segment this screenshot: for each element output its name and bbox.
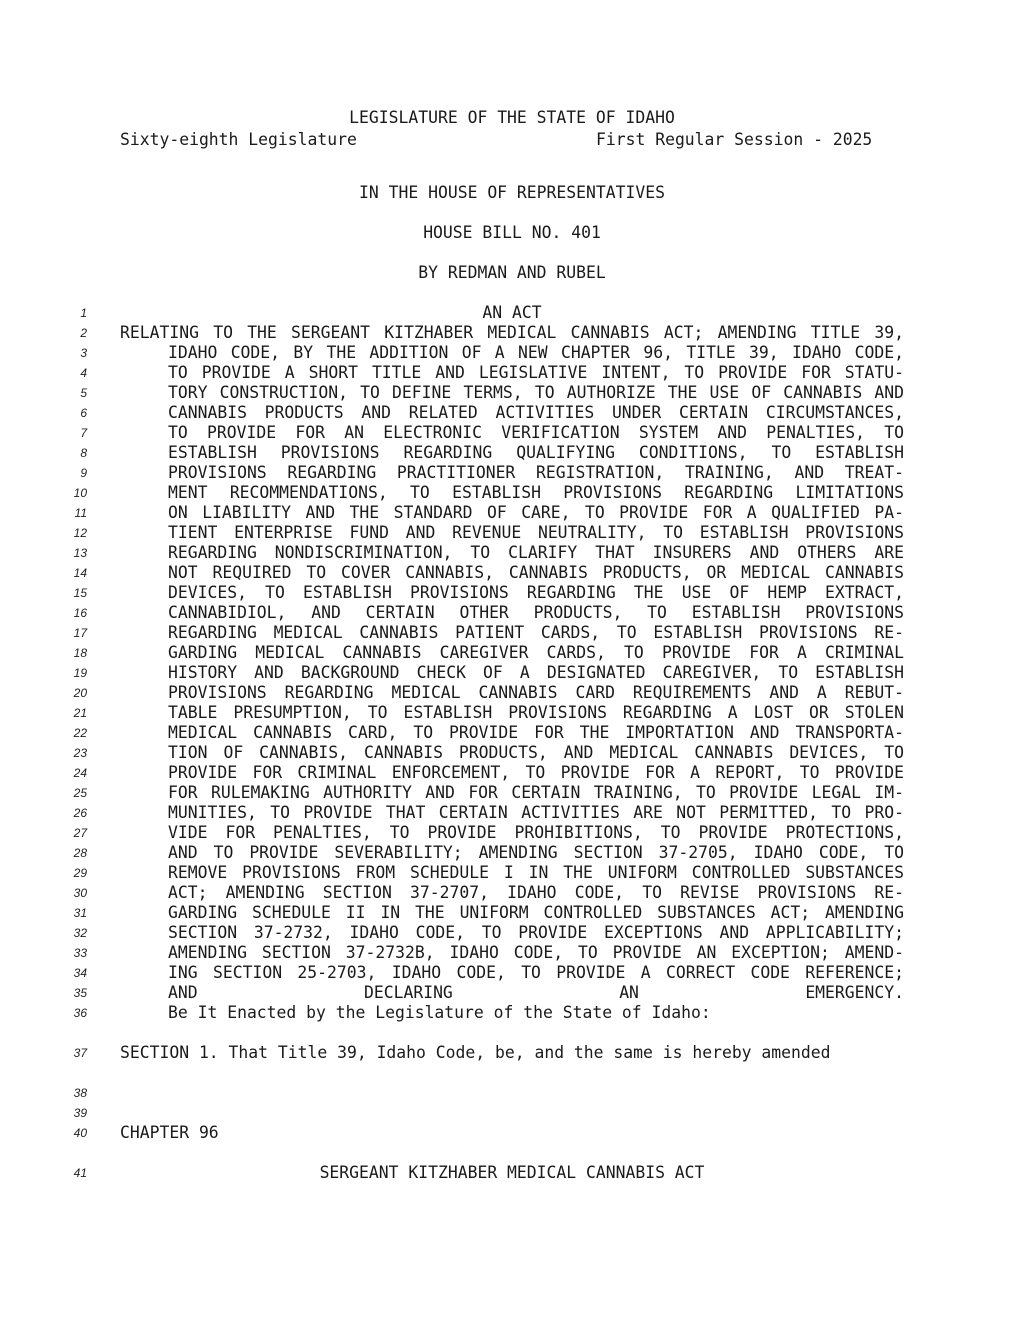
line-number: 8 bbox=[80, 446, 87, 460]
title-line: PROVISIONS REGARDING MEDICAL CANNABIS CARD REQUIREMENTS AND A REBUT- bbox=[168, 683, 904, 702]
line-number: 34 bbox=[73, 966, 87, 980]
chamber-heading: IN THE HOUSE OF REPRESENTATIVES bbox=[359, 183, 665, 202]
enacting-clause: SECTION 1. That Title 39, Idaho Code, be, and the same is hereby amended bbox=[120, 1043, 831, 1062]
line-number: 32 bbox=[73, 926, 87, 940]
line-number: 22 bbox=[73, 726, 87, 740]
section-line bbox=[168, 1083, 904, 1103]
title-line: CANNABIDIOL, AND CERTAIN OTHER PRODUCTS, TO ESTABLISH PROVISIONS bbox=[168, 603, 904, 622]
line-number: 7 bbox=[80, 426, 87, 440]
title-line: REGARDING NONDISCRIMINATION, TO CLARIFY THAT INSURERS AND OTHERS ARE bbox=[168, 543, 904, 562]
line-number: 37 bbox=[73, 1046, 87, 1060]
line-number: 9 bbox=[80, 466, 87, 480]
line-number: 10 bbox=[73, 486, 87, 500]
title-line: TION OF CANNABIS, CANNABIS PRODUCTS, AND MEDICAL CANNABIS DEVICES, TO bbox=[168, 743, 904, 762]
line-number: 14 bbox=[73, 566, 87, 580]
title-line: CANNABIS PRODUCTS AND RELATED ACTIVITIES UNDER CERTAIN CIRCUMSTANCES, bbox=[168, 403, 904, 422]
bill-number: HOUSE BILL NO. 401 bbox=[423, 223, 601, 242]
line-number: 1 bbox=[80, 306, 87, 320]
line-number: 18 bbox=[73, 646, 87, 660]
line-number: 21 bbox=[73, 706, 87, 720]
line-number: 12 bbox=[73, 526, 87, 540]
title-line: Be It Enacted by the Legislature of the State of Idaho: bbox=[168, 1003, 711, 1022]
title-line: MEDICAL CANNABIS CARD, TO PROVIDE FOR THE IMPORTATION AND TRANSPORTA- bbox=[168, 723, 904, 742]
line-number: 25 bbox=[73, 786, 87, 800]
line-number: 28 bbox=[73, 846, 87, 860]
title-line: MUNITIES, TO PROVIDE THAT CERTAIN ACTIVITIES ARE NOT PERMITTED, TO PRO- bbox=[168, 803, 904, 822]
title-line: DEVICES, TO ESTABLISH PROVISIONS REGARDING THE USE OF HEMP EXTRACT, bbox=[168, 583, 904, 602]
line-number: 33 bbox=[73, 946, 87, 960]
line-number: 13 bbox=[73, 546, 87, 560]
title-line: GARDING MEDICAL CANNABIS CAREGIVER CARDS, TO PROVIDE FOR A CRIMINAL bbox=[168, 643, 904, 662]
title-line: ON LIABILITY AND THE STANDARD OF CARE, TO PROVIDE FOR A QUALIFIED PA- bbox=[168, 503, 904, 522]
line-number: 30 bbox=[73, 886, 87, 900]
line-number: 24 bbox=[73, 766, 87, 780]
line-number: 19 bbox=[73, 666, 87, 680]
line-number: 29 bbox=[73, 866, 87, 880]
line-number: 26 bbox=[73, 806, 87, 820]
title-line: ING SECTION 25-2703, IDAHO CODE, TO PROVIDE A CORRECT CODE REFERENCE; bbox=[168, 963, 904, 982]
title-line: PROVIDE FOR CRIMINAL ENFORCEMENT, TO PROVIDE FOR A REPORT, TO PROVIDE bbox=[168, 763, 904, 782]
title-line: IDAHO CODE, BY THE ADDITION OF A NEW CHAPTER 96, TITLE 39, IDAHO CODE, bbox=[168, 343, 904, 362]
title-line: RELATING TO THE SERGEANT KITZHABER MEDICAL CANNABIS ACT; AMENDING TITLE 39, bbox=[120, 323, 904, 342]
act-heading: AN ACT bbox=[482, 303, 542, 322]
title-line: NOT REQUIRED TO COVER CANNABIS, CANNABIS PRODUCTS, OR MEDICAL CANNABIS bbox=[168, 563, 904, 582]
title-line: REMOVE PROVISIONS FROM SCHEDULE I IN THE UNIFORM CONTROLLED SUBSTANCES bbox=[168, 863, 904, 882]
line-number: 38 bbox=[73, 1086, 87, 1100]
line-number: 5 bbox=[80, 386, 87, 400]
section-line: CHAPTER 96 bbox=[120, 1123, 219, 1142]
line-number: 2 bbox=[80, 326, 87, 340]
title-line: TO PROVIDE FOR AN ELECTRONIC VERIFICATION SYSTEM AND PENALTIES, TO bbox=[168, 423, 904, 442]
title-line: ACT; AMENDING SECTION 37-2707, IDAHO CODE, TO REVISE PROVISIONS RE- bbox=[168, 883, 904, 902]
chapter-heading: SERGEANT KITZHABER MEDICAL CANNABIS ACT bbox=[319, 1163, 705, 1182]
title-line: GARDING SCHEDULE II IN THE UNIFORM CONTROLLED SUBSTANCES ACT; AMENDING bbox=[168, 903, 904, 922]
line-number: 35 bbox=[73, 986, 87, 1000]
title-line: SECTION 37-2732, IDAHO CODE, TO PROVIDE EXCEPTIONS AND APPLICABILITY; bbox=[168, 923, 904, 942]
title-line: TO PROVIDE A SHORT TITLE AND LEGISLATIVE INTENT, TO PROVIDE FOR STATU- bbox=[168, 363, 904, 382]
line-number: 4 bbox=[80, 366, 87, 380]
title-line: AMENDING SECTION 37-2732B, IDAHO CODE, TO PROVIDE AN EXCEPTION; AMEND- bbox=[168, 943, 904, 962]
line-number: 40 bbox=[73, 1126, 87, 1140]
line-number: 31 bbox=[73, 906, 87, 920]
line-number: 39 bbox=[73, 1106, 87, 1120]
line-number: 15 bbox=[73, 586, 87, 600]
title-line: TORY CONSTRUCTION, TO DEFINE TERMS, TO AUTHORIZE THE USE OF CANNABIS AND bbox=[168, 383, 904, 402]
title-line: PROVISIONS REGARDING PRACTITIONER REGISTRATION, TRAINING, AND TREAT- bbox=[168, 463, 904, 482]
title-line: HISTORY AND BACKGROUND CHECK OF A DESIGNATED CAREGIVER, TO ESTABLISH bbox=[168, 663, 904, 682]
line-number: 11 bbox=[74, 506, 87, 520]
line-number: 17 bbox=[73, 626, 87, 640]
line-number: 6 bbox=[80, 406, 87, 420]
line-number: 20 bbox=[73, 686, 87, 700]
line-number: 27 bbox=[73, 826, 87, 840]
title-line: FOR RULEMAKING AUTHORITY AND FOR CERTAIN TRAINING, TO PROVIDE LEGAL IM- bbox=[168, 783, 904, 802]
title-line: MENT RECOMMENDATIONS, TO ESTABLISH PROVISIONS REGARDING LIMITATIONS bbox=[168, 483, 904, 502]
legislature-heading: LEGISLATURE OF THE STATE OF IDAHO bbox=[349, 108, 675, 127]
title-line: REGARDING MEDICAL CANNABIS PATIENT CARDS, TO ESTABLISH PROVISIONS RE- bbox=[168, 623, 904, 642]
session-label: First Regular Session - 2025 bbox=[596, 130, 873, 149]
line-number: 41 bbox=[73, 1166, 87, 1180]
line-number: 23 bbox=[73, 746, 87, 760]
line-number: 16 bbox=[73, 606, 87, 620]
title-line: ESTABLISH PROVISIONS REGARDING QUALIFYING CONDITIONS, TO ESTABLISH bbox=[168, 443, 904, 462]
legislature-number: Sixty-eighth Legislature bbox=[120, 130, 357, 149]
title-line: TIENT ENTERPRISE FUND AND REVENUE NEUTRALITY, TO ESTABLISH PROVISIONS bbox=[168, 523, 904, 542]
line-number: 36 bbox=[73, 1006, 87, 1020]
section-line bbox=[120, 1103, 904, 1123]
title-line: TABLE PRESUMPTION, TO ESTABLISH PROVISIONS REGARDING A LOST OR STOLEN bbox=[168, 703, 904, 722]
line-number: 3 bbox=[80, 346, 87, 360]
bill-sponsors: BY REDMAN AND RUBEL bbox=[418, 263, 606, 282]
title-line: AND DECLARING AN EMERGENCY. bbox=[168, 983, 904, 1002]
title-line: AND TO PROVIDE SEVERABILITY; AMENDING SECTION 37-2705, IDAHO CODE, TO bbox=[168, 843, 904, 862]
title-line: VIDE FOR PENALTIES, TO PROVIDE PROHIBITIONS, TO PROVIDE PROTECTIONS, bbox=[168, 823, 904, 842]
